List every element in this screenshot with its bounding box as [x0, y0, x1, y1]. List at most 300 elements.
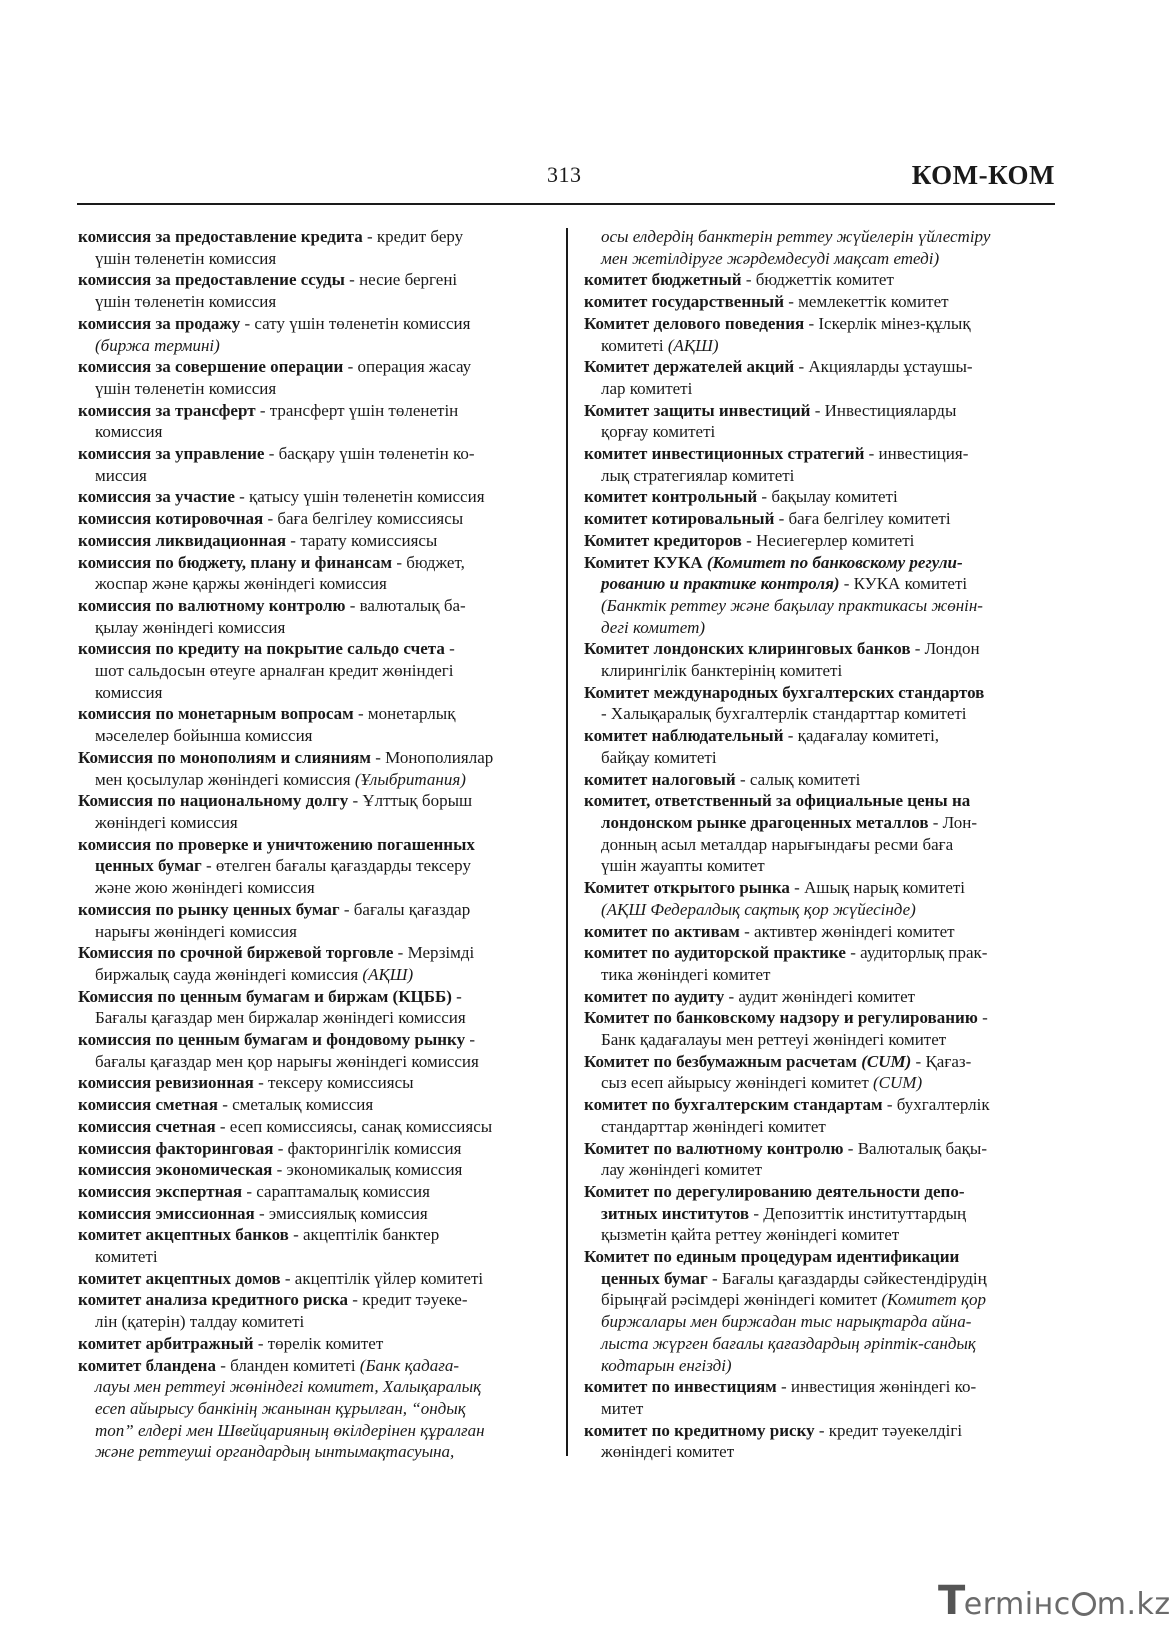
column-divider — [566, 228, 568, 1456]
entry-text: - акцептілік банктер — [288, 1225, 440, 1245]
entry-line — [78, 1094, 550, 1116]
entry-term: ценных бумаг — [601, 1268, 708, 1288]
dictionary-entry — [584, 400, 1059, 443]
entry-text: - — [444, 639, 455, 659]
entry-text: үшін төленетін комиссия — [95, 378, 277, 398]
entry-line — [584, 1246, 1059, 1268]
dictionary-entry — [584, 1007, 1059, 1050]
entry-line — [584, 248, 1059, 270]
entry-line — [584, 769, 1059, 791]
entry-term: комиссия за участие — [78, 487, 235, 507]
dictionary-entry — [78, 595, 550, 638]
entry-line — [78, 313, 550, 335]
entry-note: (CUM) — [873, 1073, 923, 1093]
entry-line — [584, 1376, 1059, 1398]
entry-line — [584, 877, 1059, 899]
entry-line — [584, 313, 1059, 335]
dictionary-entry — [78, 942, 550, 985]
entry-text: жөніндегі комиссия — [95, 812, 238, 832]
entry-text: - бланден комитеті — [215, 1355, 360, 1375]
entry-term: комитет по инвестициям — [584, 1377, 777, 1397]
entry-text: - Халықаралық бухгалтерлік стандарттар комитеті — [601, 704, 967, 724]
entry-text: - бақылау комитеті — [757, 487, 898, 507]
entry-line — [584, 899, 1059, 921]
entry-term: комиссия за предоставление ссуды — [78, 270, 345, 290]
watermark-text-2: m.kz — [1096, 1587, 1171, 1622]
entry-text: - Акцияларды ұстаушы- — [794, 357, 973, 377]
entry-text: - активтер жөніндегі комитет — [739, 921, 955, 941]
entry-text: лық стратегиялар комитеті — [601, 465, 795, 485]
entry-line — [78, 1159, 550, 1181]
dictionary-entry — [78, 834, 550, 899]
entry-line — [584, 812, 1059, 834]
entry-note: кодтарын енгізді) — [601, 1355, 732, 1375]
dictionary-entry — [584, 356, 1059, 399]
entry-text: - инвестиция жөніндегі ко- — [776, 1377, 977, 1397]
dictionary-entry — [78, 400, 550, 443]
entry-line — [584, 942, 1059, 964]
entry-line — [584, 1311, 1059, 1333]
entry-text: қорғау комитеті — [601, 422, 716, 442]
entry-line — [78, 703, 550, 725]
entry-term: комиссия по монетарным вопросам — [78, 704, 354, 724]
entry-text: - сараптамалық комиссия — [242, 1181, 430, 1201]
entry-line — [78, 725, 550, 747]
entry-text: қылау жөніндегі комиссия — [95, 617, 286, 637]
entry-term: комитет бландена — [78, 1355, 216, 1375]
entry-text: - Монополиялар — [370, 747, 494, 767]
entry-line — [78, 660, 550, 682]
dictionary-entry — [78, 1181, 550, 1203]
entry-line — [584, 400, 1059, 422]
dictionary-entry — [584, 769, 1059, 791]
entry-line — [584, 356, 1059, 378]
entry-text: комитеті — [95, 1247, 158, 1267]
entry-text: - қатысу үшін төленетін комиссия — [234, 487, 485, 507]
watermark-o-ring — [1072, 1592, 1096, 1616]
entry-line — [78, 1203, 550, 1225]
entry-text: және жою жөніндегі комиссия — [95, 878, 315, 898]
entry-text: - бағалы қағаздар — [339, 899, 471, 919]
entry-text: - Инвестицияларды — [810, 400, 957, 420]
entry-line — [584, 834, 1059, 856]
entry-text: - сметалық комиссия — [217, 1095, 374, 1115]
entry-line — [78, 465, 550, 487]
dictionary-entry-continuation — [584, 226, 1059, 269]
entry-line — [584, 1203, 1059, 1225]
entry-line — [78, 1072, 550, 1094]
entry-text: үшін төленетін комиссия — [95, 248, 277, 268]
entry-text: - Депозиттік институттардың — [749, 1203, 967, 1223]
entry-term: комиссия экспертная — [78, 1181, 243, 1201]
entry-line — [584, 1398, 1059, 1420]
entry-line — [584, 226, 1059, 248]
entry-term: комитет котировальный — [584, 509, 775, 529]
entry-line — [584, 1289, 1059, 1311]
entry-line — [78, 595, 550, 617]
entry-text: - Мерзімді — [393, 943, 475, 963]
watermark-text-1: ermінc — [963, 1587, 1071, 1622]
entry-term: комиссия сметная — [78, 1095, 218, 1115]
entry-text: қызметін қайта реттеу жөніндегі комитет — [601, 1225, 900, 1245]
entry-line — [78, 1029, 550, 1051]
dictionary-entry — [78, 1116, 550, 1138]
watermark-t: T — [938, 1578, 966, 1624]
dictionary-entry — [78, 356, 550, 399]
entry-line — [584, 660, 1059, 682]
entry-line — [584, 508, 1059, 530]
entry-term: Комитет по банковскому надзору и регулированию — [584, 1008, 978, 1028]
entry-text: - — [465, 1030, 476, 1050]
entry-line — [584, 552, 1059, 574]
entry-text: - валюталық ба- — [345, 595, 466, 615]
page-number: 313 — [547, 162, 582, 187]
entry-line — [584, 421, 1059, 443]
entry-line — [584, 573, 1059, 595]
entry-text: - бухгалтерлік — [882, 1095, 990, 1115]
entry-line — [78, 1051, 550, 1073]
dictionary-entry — [584, 291, 1059, 313]
entry-line — [78, 790, 550, 812]
entry-line — [78, 291, 550, 313]
dictionary-entry — [78, 1203, 550, 1225]
running-head: КОМ-КОМ — [911, 160, 1055, 190]
entry-term: Комитет держателей акций — [584, 357, 795, 377]
entry-line — [584, 682, 1059, 704]
entry-term: комиссия по валютному контролю — [78, 595, 346, 615]
entry-line — [584, 1051, 1059, 1073]
entry-line — [78, 1311, 550, 1333]
entry-term: (Комитет по банковскому регули- — [706, 552, 963, 572]
entry-term: комитет по кредитному риску — [584, 1420, 815, 1440]
dictionary-entry — [584, 942, 1059, 985]
entry-term: Комиссия по монополиям и слияниям — [78, 747, 371, 767]
entry-term: зитных институтов — [601, 1203, 750, 1223]
dictionary-entry — [78, 530, 550, 552]
entry-term: комитет по бухгалтерским стандартам — [584, 1095, 883, 1115]
entry-line — [78, 1268, 550, 1290]
entry-term: комиссия котировочная — [78, 509, 264, 529]
entry-line — [584, 1333, 1059, 1355]
entry-term: Комитет КУКА — [584, 552, 707, 572]
entry-line — [78, 226, 550, 248]
header-rule — [77, 203, 1055, 205]
dictionary-entry — [584, 1181, 1059, 1246]
entry-line — [584, 595, 1059, 617]
entry-text: мәселелер бойынша комиссия — [95, 726, 313, 746]
entry-term: комиссия эмиссионная — [78, 1203, 255, 1223]
entry-text: үшін жауапты комитет — [601, 856, 765, 876]
entry-line — [78, 1224, 550, 1246]
entry-text: донның асыл металдар нарығындағы ресми баға — [601, 834, 954, 854]
dictionary-entry — [584, 877, 1059, 920]
entry-line — [584, 638, 1059, 660]
entry-line — [584, 747, 1059, 769]
dictionary-entry — [78, 1138, 550, 1160]
entry-text: - — [451, 986, 462, 1006]
entry-term: Комитет защиты инвестиций — [584, 400, 811, 420]
entry-line — [78, 682, 550, 704]
entry-term: комиссия факторинговая — [78, 1138, 274, 1158]
entry-line — [78, 1138, 550, 1160]
entry-line — [78, 964, 550, 986]
dictionary-entry — [584, 1246, 1059, 1376]
entry-text: - тарату комиссиясы — [286, 530, 438, 550]
entry-text: - баға белгілеу комитеті — [774, 509, 951, 529]
entry-line — [78, 1289, 550, 1311]
entry-term: рованию и практике контроля) — [601, 574, 840, 594]
entry-line — [78, 443, 550, 465]
entry-line — [78, 335, 550, 357]
dictionary-entry — [584, 1051, 1059, 1094]
left-column — [78, 226, 550, 1463]
dictionary-entry — [584, 638, 1059, 681]
entry-text: - Ашық нарық комитеті — [789, 878, 966, 898]
entry-term: комитет инвестиционных стратегий — [584, 444, 865, 464]
entry-line — [78, 508, 550, 530]
dictionary-entry — [78, 226, 550, 269]
entry-text: - Бағалы қағаздарды сәйкестендірудің — [707, 1268, 987, 1288]
entry-text: лар комитеті — [601, 378, 693, 398]
entry-line — [78, 769, 550, 791]
dictionary-entry — [78, 1289, 550, 1332]
entry-term: Комитет по дерегулированию деятельности депо- — [584, 1181, 965, 1201]
entry-text: - несие бергені — [344, 270, 458, 290]
entry-line — [78, 356, 550, 378]
entry-line — [584, 1072, 1059, 1094]
dictionary-entry — [584, 1094, 1059, 1137]
entry-term: Комитет международных бухгалтерских стандартов — [584, 682, 985, 702]
right-column — [584, 226, 1059, 1463]
entry-note: (биржа термині) — [95, 335, 220, 355]
entry-term: комитет арбитражный — [78, 1333, 254, 1353]
entry-line — [78, 400, 550, 422]
entry-text: - Іскерлік мінез-құлық — [804, 313, 971, 333]
entry-term: Комиссия по ценным бумагам и биржам (КЦББ) — [78, 986, 452, 1006]
entry-text: - кредит тәуекелдігі — [814, 1420, 963, 1440]
entry-line — [584, 790, 1059, 812]
entry-text: бағалы қағаздар мен қор нарығы жөніндегі комиссия — [95, 1051, 479, 1071]
entry-text: шот сальдосын өтеуге арналған кредит жөніндегі — [95, 661, 454, 681]
entry-line — [584, 1224, 1059, 1246]
entry-note: (АҚШ Федералдық сақтық қор жүйесінде) — [601, 899, 916, 919]
entry-term: комитет государственный — [584, 292, 784, 312]
entry-line — [78, 617, 550, 639]
dictionary-entry — [78, 1333, 550, 1355]
dictionary-entry — [584, 530, 1059, 552]
entry-note: осы елдердің банктерін реттеу жүйелерін үйлестіру — [601, 227, 991, 246]
entry-text: - кредит тәуеке- — [347, 1290, 468, 1310]
entry-line — [584, 530, 1059, 552]
entry-line — [584, 1007, 1059, 1029]
entry-term: Комиссия по национальному долгу — [78, 791, 349, 811]
dictionary-entry — [78, 703, 550, 746]
entry-text: - Валюталық бақы- — [843, 1138, 987, 1158]
dictionary-entry — [78, 269, 550, 312]
entry-text: комитеті — [601, 335, 668, 355]
dictionary-entry — [78, 313, 550, 356]
entry-line — [584, 1181, 1059, 1203]
dictionary-entry — [584, 486, 1059, 508]
entry-note: және реттеуші органдардың ынтымақтасуына, — [95, 1442, 455, 1462]
entry-text: - КУКА комитеті — [839, 574, 968, 594]
dictionary-entry — [78, 552, 550, 595]
entry-term: комиссия за трансферт — [78, 400, 256, 420]
entry-text: үшін төленетін комиссия — [95, 292, 277, 312]
entry-line — [584, 269, 1059, 291]
entry-text: - акцептілік үйлер комитеті — [280, 1268, 484, 1288]
entry-line — [78, 855, 550, 877]
dictionary-entry — [584, 725, 1059, 768]
entry-term: Комитет делового поведения — [584, 313, 805, 333]
entry-line — [584, 335, 1059, 357]
dictionary-entry — [78, 1355, 550, 1464]
entry-text: клирингілік банктерінің комитеті — [601, 661, 843, 681]
entry-text: байқау комитеті — [601, 747, 717, 767]
entry-text: - — [977, 1008, 988, 1028]
entry-term: (CUM) — [861, 1051, 912, 1071]
entry-term: комиссия за продажу — [78, 313, 241, 333]
entry-line — [78, 1441, 550, 1463]
dictionary-entry — [584, 790, 1059, 877]
entry-text: - Лондон — [910, 639, 980, 659]
dictionary-entry — [584, 443, 1059, 486]
dictionary-entry — [584, 1376, 1059, 1419]
entry-term: Комиссия по срочной биржевой торговле — [78, 943, 394, 963]
dictionary-entry — [584, 986, 1059, 1008]
entry-line — [584, 921, 1059, 943]
entry-line — [78, 552, 550, 574]
entry-line — [78, 530, 550, 552]
dictionary-entry — [78, 1268, 550, 1290]
entry-line — [78, 1181, 550, 1203]
entry-line — [78, 877, 550, 899]
entry-line — [78, 899, 550, 921]
entry-term: комитет, ответственный за официальные цены на — [584, 791, 971, 811]
entry-text: - кредит беру — [362, 227, 464, 246]
entry-line — [78, 1376, 550, 1398]
entry-text: - факторингілік комиссия — [273, 1138, 462, 1158]
entry-term: Комитет лондонских клиринговых банков — [584, 639, 911, 659]
entry-text: - эмиссиялық комиссия — [254, 1203, 428, 1223]
entry-term: Комитет по валютному контролю — [584, 1138, 844, 1158]
entry-note: есеп айырысу банкінің жанынан құрылған, “ондық — [95, 1398, 466, 1418]
dictionary-entry — [78, 1224, 550, 1267]
entry-term: комиссия ликвидационная — [78, 530, 287, 550]
dictionary-entry — [78, 899, 550, 942]
entry-line — [584, 1116, 1059, 1138]
entry-line — [78, 421, 550, 443]
dictionary-entry — [584, 508, 1059, 530]
entry-term: ценных бумаг — [95, 856, 202, 876]
entry-text: мен қосылулар жөніндегі комиссия — [95, 769, 355, 789]
entry-term: комиссия экономическая — [78, 1160, 273, 1180]
entry-line — [584, 855, 1059, 877]
entry-term: Комитет по безбумажным расчетам — [584, 1051, 862, 1071]
entry-note: (Ұлыбритания) — [354, 769, 466, 789]
entry-text: - Несиегерлер комитеті — [741, 530, 915, 550]
entry-text: - сату үшін төленетін комиссия — [240, 313, 471, 333]
entry-term: комитет акцептных банков — [78, 1225, 289, 1245]
entry-text: стандарттар жөніндегі комитет — [601, 1116, 826, 1136]
entry-term: комиссия по рынку ценных бумаг — [78, 899, 340, 919]
entry-line — [78, 812, 550, 834]
entry-note: (АҚШ) — [667, 335, 719, 355]
dictionary-entry — [584, 1138, 1059, 1181]
entry-text: миссия — [95, 465, 147, 485]
entry-line — [78, 248, 550, 270]
entry-term: лондонском рынке драгоценных металлов — [601, 812, 929, 832]
entry-line — [584, 964, 1059, 986]
dictionary-entry — [78, 443, 550, 486]
entry-text: жоспар және қаржы жөніндегі комиссия — [95, 574, 387, 594]
entry-text: лау жөніндегі комитет — [601, 1160, 763, 1180]
entry-term: Комитет открытого рынка — [584, 878, 790, 898]
entry-line — [584, 1268, 1059, 1290]
entry-note: (Банк қадаға- — [359, 1355, 460, 1375]
entry-text: лін (қатерін) талдау комитеті — [95, 1312, 305, 1332]
entry-term: комиссия ревизионная — [78, 1073, 254, 1093]
entry-line — [78, 1007, 550, 1029]
entry-note: биржалары мен биржадан тыс нарықтарда айна- — [601, 1312, 972, 1332]
entry-text: - басқару үшін төленетін ко- — [264, 444, 475, 464]
entry-line — [584, 1029, 1059, 1051]
entry-text: - Лон- — [928, 812, 978, 832]
dictionary-entry — [584, 921, 1059, 943]
entry-text: - бюджеттік комитет — [741, 270, 894, 290]
entry-line — [78, 573, 550, 595]
entry-line — [78, 269, 550, 291]
entry-line — [584, 486, 1059, 508]
entry-term: Комитет по единым процедурам идентификации — [584, 1247, 960, 1267]
entry-text: - бюджет, — [392, 552, 465, 572]
entry-text: - қадағалау комитеті, — [783, 726, 940, 746]
entry-text: - өтелген бағалы қағаздарды тексеру — [201, 856, 471, 876]
entry-text: - аудит жөніндегі комитет — [724, 986, 916, 1006]
entry-text: комиссия — [95, 422, 163, 442]
entry-line — [584, 703, 1059, 725]
entry-note: лауы мен реттеуі жөніндегі комитет, Халықаралық — [95, 1377, 482, 1397]
entry-term: комитет бюджетный — [584, 270, 742, 290]
entry-text: - трансферт үшін төленетін — [255, 400, 459, 420]
entry-term: комиссия по ценным бумагам и фондовому рынку — [78, 1030, 466, 1050]
entry-line — [78, 638, 550, 660]
entry-line — [78, 1398, 550, 1420]
dictionary-entry — [78, 508, 550, 530]
entry-term: комиссия по проверке и уничтожению погашенных — [78, 834, 475, 854]
entry-line — [584, 291, 1059, 313]
entry-term: комитет наблюдательный — [584, 726, 784, 746]
entry-term: комитет по аудиту — [584, 986, 725, 1006]
entry-line — [584, 1420, 1059, 1442]
entry-text: - Ұлттық борыш — [348, 791, 473, 811]
dictionary-entry — [78, 790, 550, 833]
dictionary-entry — [584, 682, 1059, 725]
dictionary-entry — [584, 313, 1059, 356]
entry-term: комитет налоговый — [584, 769, 736, 789]
entry-text: Банк қадағалауы мен реттеуі жөніндегі комитет — [601, 1030, 947, 1050]
entry-line — [78, 1333, 550, 1355]
entry-term: комитет акцептных домов — [78, 1268, 281, 1288]
entry-note: лыста жүрген бағалы қағаздардың әріптік-сандық — [601, 1333, 976, 1353]
entry-line — [584, 725, 1059, 747]
entry-line — [584, 1094, 1059, 1116]
entry-line — [78, 747, 550, 769]
entry-note: мен жетілдіруге жәрдемдесуді мақсат етеді) — [601, 248, 940, 268]
entry-term: Комитет кредиторов — [584, 530, 742, 550]
entry-note: (Банктік реттеу және бақылау практикасы жөнін- — [601, 595, 983, 615]
entry-text: - есеп комиссиясы, санақ комиссиясы — [215, 1116, 493, 1136]
